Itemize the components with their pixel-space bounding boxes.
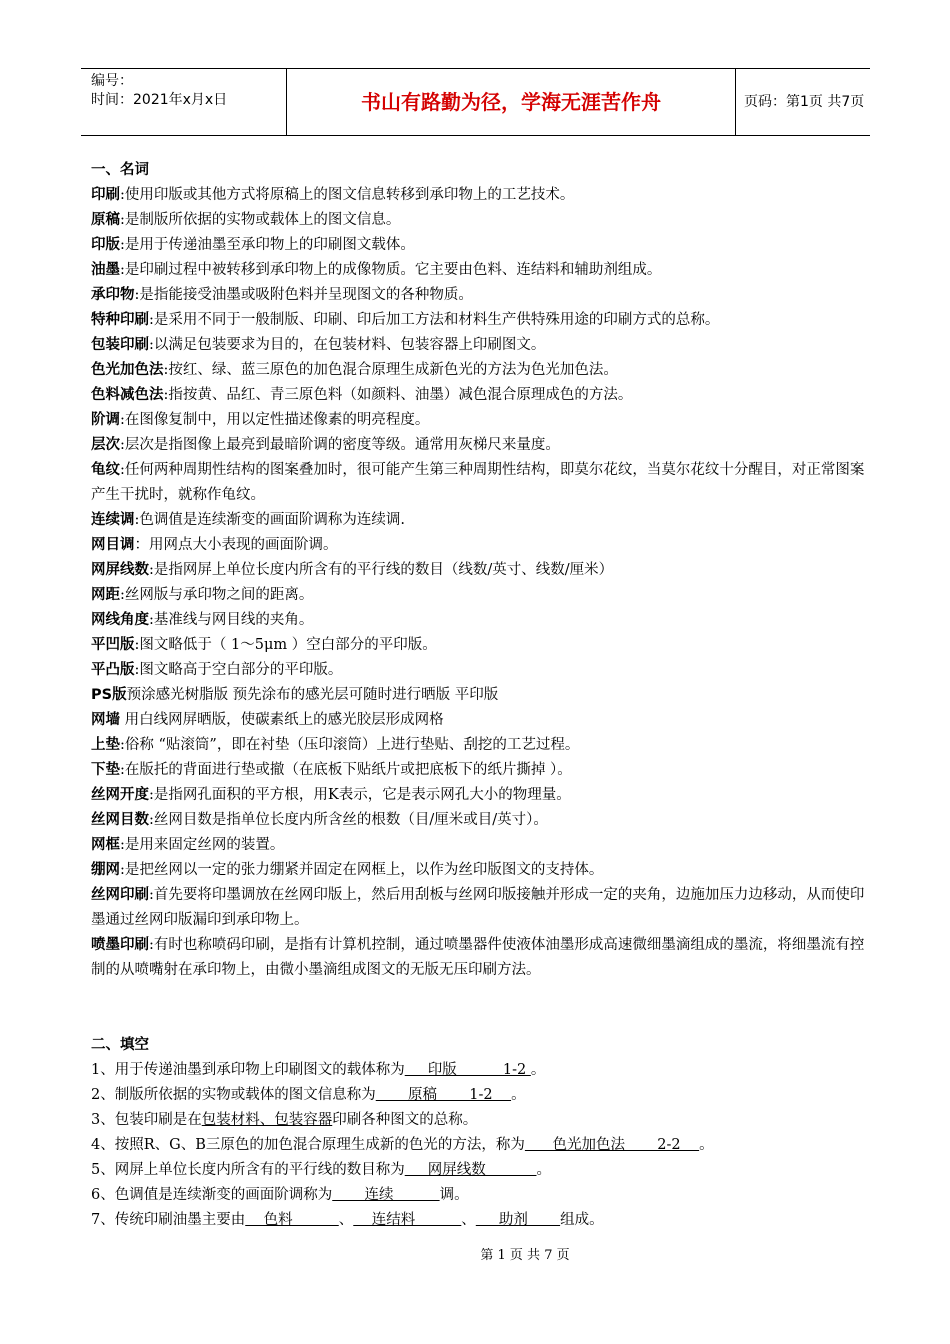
term-name: 丝网开度 [91,787,149,803]
term-entry [91,458,867,508]
answer-blank: 色料 [245,1212,339,1228]
fill-in-item [91,1158,867,1183]
term-name: 网墙 [91,712,120,728]
term-definition: :基准线与网目线的夹角。 [149,612,314,628]
term-name: 色料减色法 [91,387,164,403]
term-entry [91,733,867,758]
term-name: 丝网目数 [91,812,149,828]
answer-blank: 包装材料、包装容器 [201,1112,333,1128]
term-name: 连续调 [91,512,135,528]
fill-in-item [91,1083,867,1108]
term-entry [91,758,867,783]
term-definition: :是印刷过程中被转移到承印物上的成像物质。它主要由色料、连结料和辅助剂组成。 [120,262,662,278]
page-header [81,68,870,136]
term-entry [91,333,867,358]
question-text: 。 [536,1162,551,1178]
term-entry [91,533,867,558]
question-text: 印刷各种图文的总称。 [332,1112,478,1128]
term-entry [91,583,867,608]
header-right-cell [736,69,870,135]
page-footer: 第 1 页 共 7 页 [480,1248,570,1263]
term-name: 阶调 [91,412,120,428]
term-definition: :是制版所依据的实物或载体上的图文信息。 [120,212,401,228]
motto: 书山有路勤为径，学海无涯苦作舟 [361,90,661,114]
term-definition: :任何两种周期性结构的图案叠加时，很可能产生第三种周期性结构，即莫尔花纹，当莫尔花纹十分醒目，对正常图案产生干扰时，就称作龟纹。 [91,462,865,503]
question-text: 7、传统印刷油墨主要由 [91,1212,246,1228]
term-name: 印版 [91,237,120,253]
term-name: 平凸版 [91,662,135,678]
term-entry [91,383,867,408]
term-entry [91,408,867,433]
answer-blank: 色光加色法 2-2 [524,1137,700,1153]
term-entry [91,933,867,983]
term-name: 上垫 [91,737,120,753]
term-entry [91,283,867,308]
section-gap [91,983,867,1033]
term-definition: :有时也称喷码印刷，是指有计算机控制，通过喷墨器件使液体油墨形成高速微细墨滴组成的墨流，将细墨流有控制的从喷嘴射在承印物上，由微小墨滴组成图文的无版无压印刷方法。 [91,937,865,978]
term-entry [91,508,867,533]
term-name: 层次 [91,437,120,453]
term-definition: :色调值是连续渐变的画面阶调称为连续调. [134,512,405,528]
term-name: 原稿 [91,212,120,228]
term-definition: :在图像复制中，用以定性描述像素的明亮程度。 [120,412,430,428]
term-definition: 用白线网屏晒版，使碳素纸上的感光胶层形成网格 [120,712,444,728]
term-name: 喷墨印刷 [91,937,149,953]
header-mid-cell [287,69,736,135]
term-definition: :是采用不同于一般制版、印刷、印后加工方法和材料生产供特殊用途的印刷方式的总称。 [149,312,720,328]
term-definition: :是指网孔面积的平方根，用K表示，它是表示网孔大小的物理量。 [149,787,571,803]
term-name: 龟纹 [91,462,120,478]
question-text: 、 [338,1212,354,1228]
fill-in-list [91,1058,867,1233]
term-definition: :丝网版与承印物之间的距离。 [120,587,314,603]
answer-blank: 助剂 [475,1212,561,1228]
fill-in-item [91,1133,867,1158]
question-text: 1、用于传递油墨到承印物上印刷图文的载体称为 [91,1062,405,1078]
term-name: 特种印刷 [91,312,149,328]
term-name: 丝网印刷 [91,887,149,903]
answer-blank: 网屏线数 [404,1162,537,1178]
question-text: 4、按照R、G、B三原色的加色混合原理生成新的色光的方法，称为 [91,1137,525,1153]
question-text: 2、制版所依据的实物或载体的图文信息称为 [91,1087,376,1103]
term-name: 绷网 [91,862,120,878]
term-definition: :层次是指图像上最亮到最暗阶调的密度等级。通常用灰梯尺来量度。 [120,437,560,453]
term-definition: :使用印版或其他方式将原稿上的图文信息转移到承印物上的工艺技术。 [120,187,575,203]
term-entry [91,633,867,658]
term-definition: :是指能接受油墨或吸附色料并呈现图文的各种物质。 [134,287,473,303]
term-name: 承印物 [91,287,135,303]
date-label: 时间：2021年x月x日 [91,92,228,108]
term-entry [91,183,867,208]
question-text: 。 [530,1062,546,1078]
term-definition: :是指网屏上单位长度内所含有的平行线的数目（线数/英寸、线数/厘米） [149,562,614,578]
document-body [91,158,867,1233]
term-name: 平凹版 [91,637,135,653]
term-name: 网线角度 [91,612,149,628]
question-text: 调。 [439,1187,469,1203]
term-name: 网距 [91,587,120,603]
fill-in-item [91,1208,867,1233]
term-entry [91,358,867,383]
answer-blank: 连结料 [353,1212,462,1228]
code-label: 编号： [91,73,133,89]
term-entry [91,808,867,833]
question-text: 3、包装印刷是在 [91,1112,202,1128]
term-definition: :在版托的背面进行垫或撤（在底板下贴纸片或把底板下的纸片撕掉 ）。 [120,762,572,778]
answer-blank: 原稿 1-2 [375,1087,512,1103]
term-name: 下垫 [91,762,120,778]
question-text: 。 [511,1087,526,1103]
term-definition: :丝网目数是指单位长度内所含丝的根数（目/厘米或目/英寸）。 [149,812,548,828]
terms-list [91,183,867,983]
term-name: 油墨 [91,262,120,278]
section-title: 二、填空 [91,1037,149,1053]
term-entry [91,708,867,733]
answer-blank: 连续 [332,1187,440,1203]
term-definition: :俗称 “贴滚筒”，即在衬垫（压印滚筒）上进行垫贴、刮挖的工艺过程。 [120,737,580,753]
term-entry [91,233,867,258]
term-name: 印刷 [91,187,120,203]
term-definition: :首先要将印墨调放在丝网印版上，然后用刮板与丝网印版接触并形成一定的夹角，边施加压力边移动，从而使印墨通过丝网印版漏印到承印物上。 [91,887,865,928]
term-definition: :是用于传递油墨至承印物上的印刷图文载体。 [120,237,415,253]
term-entry [91,883,867,933]
term-entry [91,308,867,333]
term-name: 包装印刷 [91,337,149,353]
page-label: 页码：第1页 共7页 [744,94,865,110]
term-entry [91,258,867,283]
term-entry [91,658,867,683]
term-entry [91,608,867,633]
header-left-cell [81,69,287,135]
term-definition: :是用来固定丝网的装置。 [120,837,285,853]
term-definition: :是把丝网以一定的张力绷紧并固定在网框上，以作为丝印版图文的支持体。 [120,862,604,878]
term-entry [91,783,867,808]
term-name: PS版 [91,687,127,703]
term-entry [91,833,867,858]
term-entry [91,683,867,708]
term-name: 网目调 [91,537,135,553]
term-name: 色光加色法 [91,362,164,378]
answer-blank: 印版 1-2 [404,1062,531,1078]
question-text: 6、色调值是连续渐变的画面阶调称为 [91,1187,333,1203]
question-text: 。 [699,1137,714,1153]
fill-in-item [91,1058,867,1083]
fill-in-item [91,1183,867,1208]
term-definition: :以满足包装要求为目的，在包装材料、包装容器上印刷图文。 [149,337,546,353]
question-text: 5、网屏上单位长度内所含有的平行线的数目称为 [91,1162,405,1178]
term-name: 网屏线数 [91,562,149,578]
term-entry [91,858,867,883]
term-definition: ：用网点大小表现的画面阶调。 [134,537,338,553]
term-definition: :图文略低于（ 1～5μm ）空白部分的平印版。 [134,637,437,653]
term-definition: :指按黄、品红、青三原色料（如颜料、油墨）减色混合原理成色的方法。 [163,387,633,403]
term-definition: :图文略高于空白部分的平印版。 [134,662,343,678]
term-name: 网框 [91,837,120,853]
question-text: 、 [461,1212,476,1228]
term-entry [91,558,867,583]
term-definition: :按红、绿、蓝三原色的加色混合原理生成新色光的方法为色光加色法。 [163,362,618,378]
term-entry [91,433,867,458]
term-entry [91,208,867,233]
section-title: 一、名词 [91,162,149,178]
term-definition: 预涂感光树脂版 预先涂布的感光层可随时进行晒版 平印版 [126,687,499,703]
fill-in-item [91,1108,867,1133]
question-text: 组成。 [560,1212,604,1228]
